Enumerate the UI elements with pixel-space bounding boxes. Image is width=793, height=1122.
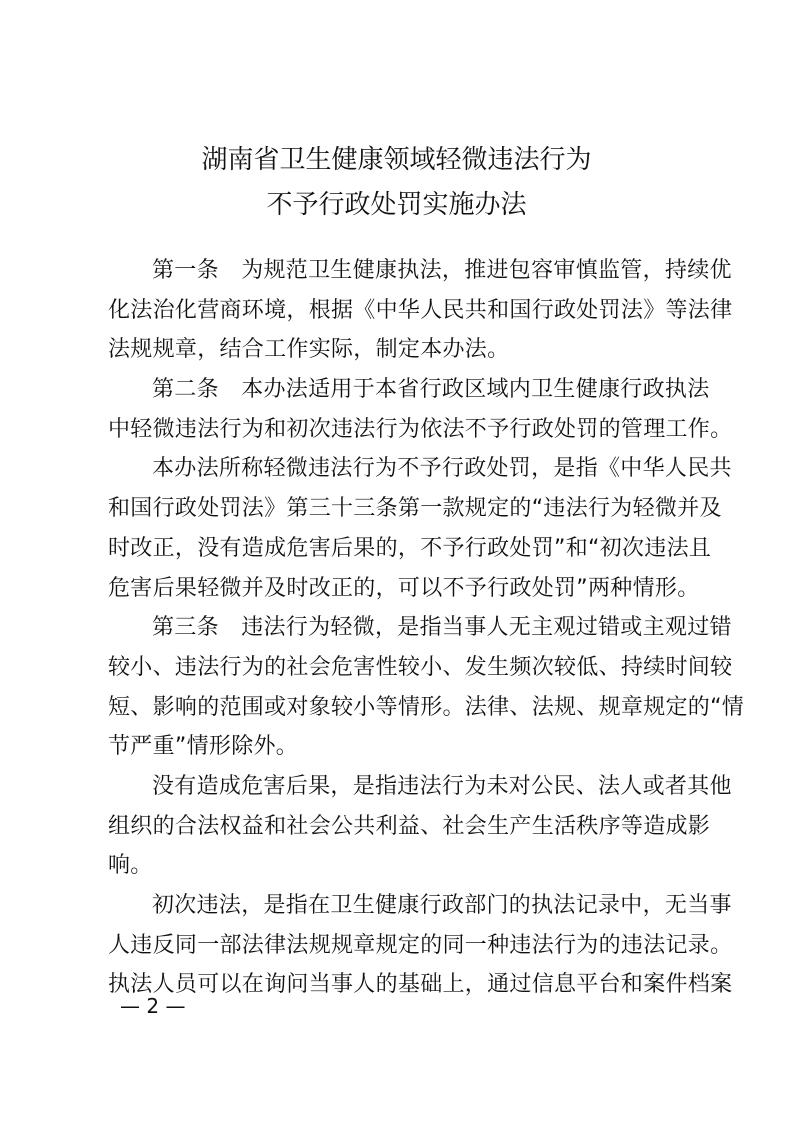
paragraph bbox=[108, 608, 745, 767]
text-line: 组织的合法权益和社会公共利益、社会生产生活秩序等造成影 bbox=[108, 813, 711, 839]
text-line: 较小、违法行为的社会危害性较小、发生频次较低、持续时间较 bbox=[108, 654, 733, 680]
document-body bbox=[108, 251, 745, 1005]
text-line: 第一条 为规范卫生健康执法，推进包容审慎监管，持续优 bbox=[152, 258, 732, 283]
paragraph bbox=[108, 767, 732, 886]
text-line: 执法人员可以在询问当事人的基础上，通过信息平台和案件档案 bbox=[108, 972, 733, 998]
text-line: 响。 bbox=[108, 853, 153, 879]
paragraph bbox=[108, 886, 733, 1005]
text-line: 短、影响的范围或对象较小等情形。法律、法规、规章规定的“情 bbox=[108, 694, 745, 720]
text-line: 第二条 本办法适用于本省行政区域内卫生健康行政执法 bbox=[152, 377, 710, 403]
text-line: 和国行政处罚法》第三十三条第一款规定的“违法行为轻微并及 bbox=[108, 496, 722, 522]
text-line: 第三条 违法行为轻微，是指当事人无主观过错或主观过错 bbox=[152, 615, 732, 641]
text-line: 危害后果轻微并及时改正的，可以不予行政处罚”两种情形。 bbox=[108, 575, 700, 601]
text-line: 初次违法，是指在卫生健康行政部门的执法记录中，无当事 bbox=[152, 893, 732, 918]
text-line: 时改正，没有造成危害后果的，不予行政处罚”和“初次违法且 bbox=[108, 535, 712, 561]
text-line: 没有造成危害后果，是指违法行为未对公民、法人或者其他 bbox=[152, 773, 732, 799]
paragraph bbox=[108, 251, 733, 370]
paragraph bbox=[108, 370, 733, 449]
text-line: 节严重”情形除外。 bbox=[108, 734, 299, 760]
document-title-line-2: 不予行政处罚实施办法 bbox=[266, 190, 527, 220]
text-line: 本办法所称轻微违法行为不予行政处罚，是指《中华人民共 bbox=[152, 456, 732, 482]
text-line: 法规规章，结合工作实际，制定本办法。 bbox=[108, 337, 510, 363]
text-line: 人违反同一部法律法规规章规定的同一种违法行为的违法记录。 bbox=[108, 932, 733, 958]
paragraph bbox=[108, 449, 732, 608]
page-number: — 2 — bbox=[120, 994, 186, 1018]
document-title-line-1: 湖南省卫生健康领域轻微违法行为 bbox=[201, 145, 592, 175]
text-line: 中轻微违法行为和初次违法行为依法不予行政处罚的管理工作。 bbox=[108, 416, 733, 442]
text-line: 化法治化营商环境，根据《中华人民共和国行政处罚法》等法律 bbox=[108, 297, 733, 323]
